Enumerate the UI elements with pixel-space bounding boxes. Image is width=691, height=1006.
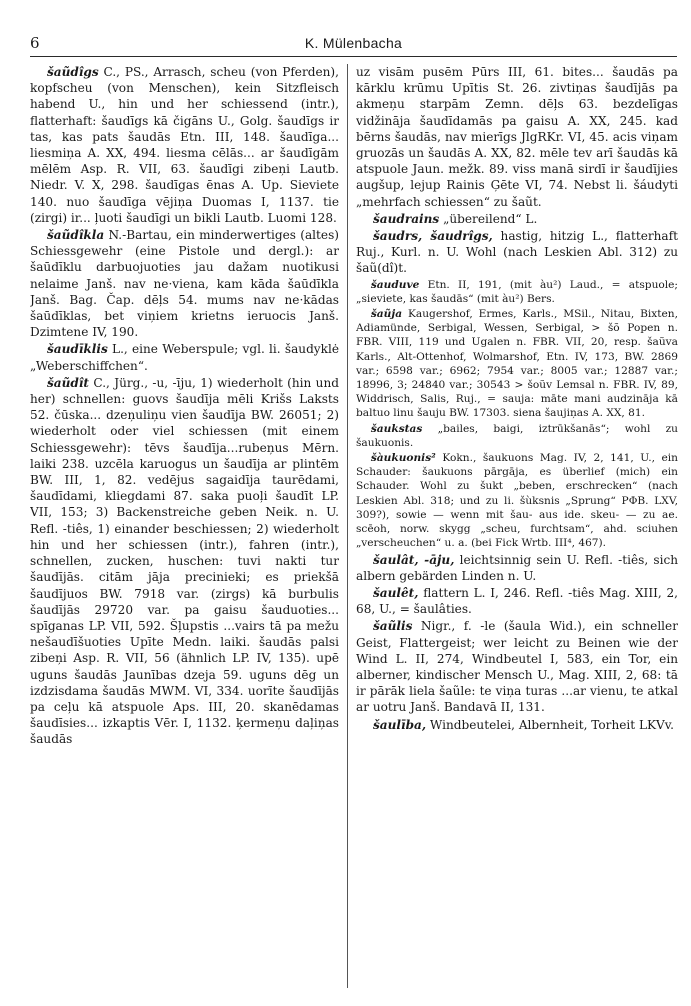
entry-text: L., eine Weberspule; vgl. li. šaudyklė „Weberschiffchen“. xyxy=(30,342,339,373)
entry-text: Kaugershof, Ermes, Karls., MSil., Nitau, Bixten, Adiamünde, Serbigal, Wessen, Serbigal, > šõ Popen n. FBR. VIII, 119 und Ugalen n. FBR. VII, 20, resp. šaũva Karls., Alt-Ottenhof, Wolmarshof, Etn. IV, 173, BW. 2869 var.; 6598 var.; 6962; 7954 var.; 8005 var.; 12887 var.; 18996, 3; 24840 var.; 30543 > šoũv Lemsal n. FBR. IV, 89, Widdrisch, Salis, Ruj., = sauja: māte mani audzināja kā baltuo linu šauju BW. 17303. siena šaujiņas A. XX, 81. xyxy=(356,308,678,420)
entry xyxy=(356,307,678,421)
entry-headword: šàukuonis² xyxy=(370,452,436,465)
entry xyxy=(356,278,678,306)
entry xyxy=(356,552,678,584)
entry-headword: šaulât, -āju, xyxy=(372,552,455,567)
entry-headword: šaũdîgs xyxy=(46,65,99,79)
entry-headword: šaulība, xyxy=(372,717,427,732)
entry-text: flattern L. I, 246. Refl. -tiês Mag. XIII, 2, 68, U., = šaulâties. xyxy=(356,585,678,617)
entry-text: „bailes, baigi, iztrūkšanās“; wohl zu šaukuonis. xyxy=(356,422,678,449)
entry-text: N.-Bartau, ein minderwertiges (altes) Schiessgewehr (eine Pistole und dergl.): ar šaūdīklu darbuojuoties jau dažam nuotikusi nelaime Janš. nav ne·viena, kam kāda šaūdīkla Janš. Bag. Čap. dēļs 54. mums nav ne·kādas šaūdīklas, bet viņiem krietns ieruocis Janš. Dzimtene IV, 190. xyxy=(30,228,339,340)
entry-headword: šaũja xyxy=(370,308,403,321)
entry-headword: šaudīklis xyxy=(46,342,108,357)
entry xyxy=(356,422,678,450)
column-divider xyxy=(347,64,348,988)
entry xyxy=(356,228,678,277)
entry xyxy=(30,64,339,226)
entry xyxy=(356,451,678,550)
entry-headword: šaudrs, šaudrîgs, xyxy=(372,229,493,244)
entry-headword: šaulêt, xyxy=(372,585,419,600)
entry-text: Windbeutelei, Albernheit, Torheit LKVv. xyxy=(426,717,675,732)
entry-headword: šaũdît xyxy=(46,375,90,390)
entry-text: Kokn., šaukuons Mag. IV, 2, 141, U., ein Schauder: šaukuons pārgāja, es überlief (mich) ein Schauder. Wohl zu šukt „beben, erschrecken“ (nach Leskien Abl. 318; und zu li. šùksnis „Sprung“ PΦB. LXV, 309?), sowie — wenn mit šau- aus ide. skeu- — zu ae. scēoh, norw. skygg „scheu, furchtsam“, ahd. sciuhen „verscheuchen“ u. a. (bei Fick Wrtb. III⁴, 467). xyxy=(356,452,678,550)
entry-continuation: uz visām pusēm Pūrs III, 61. bites... šaudās pa kārklu krūmu Upītis St. 26. zivtiņas šaudījās pa akmeņu starpām Zemn. dēļs 63. bezdelīgas vidžināja šaudīdamās pa gaisu A. XX, 245. kad bērns šaudās, nav mierīgs JlgRKr. VI, 45. acis viņam gruozās un šaudās A. XX, 82. mēle tev arī šaudās kā atspuole Jaun. mežk. 89. viss manā sirdī ir šaudījies augšup, lejup Rainis Ģēte VI, 74. Nebst li. šáudyti „mehrfach schiessen“ zu šaũt. xyxy=(356,65,678,209)
page-header xyxy=(30,34,677,57)
entry-headword: šaũlis xyxy=(372,619,413,634)
entry-text: leichtsinnig sein U. Refl. -tiês, sich albern gebärden Linden n. U. xyxy=(356,552,678,583)
entry xyxy=(356,211,678,227)
entry-text: „übereilend“ L. xyxy=(439,211,538,226)
entry xyxy=(30,227,339,340)
running-title: K. Mülenbacha xyxy=(304,35,403,51)
entry-headword: šaukstas xyxy=(370,422,423,435)
entry xyxy=(356,585,678,617)
entry-text: Nigr., f. -le (šaula Wid.), ein schneller Geist, Flattergeist; wer leicht zu Beinen wie der Wind L. II, 274, Windbeutel I, 583, ein Tor, ein alberner, kindischer Mensch U., Mag. XIII, 2, 68: tā ir pārāk liela šaũle: te viņa turas ...ar vienu, te atkal ar uotru Janš. Bandavā II, 131. xyxy=(356,619,678,715)
entry-text: C., Jürg., -u, -īju, 1) wiederholt (hin und her) schnellen: guovs šaudīja mēli Krišs Laksts 52. čūska... dzeņuliņu vien šaudīja BW. 26051; 2) wiederholt oder viel schiessen (mit einem Schiessgewehr): tēvs šaudīja...rubeņus Mērn. laiki 238. uzcēla karuogus un šaudīja ar plintēm BW. III, 1, 82. vedējus sagaidīja taurēdami, šaudīdami, kliegdami 87. saka puoļi šaudīt LP. VII, 153; 3) Backenstreiche geben Neik. n. U. Refl. -tiês, 1) einander beschiessen; 2) wiederholt hin und her schiessen (intr.), fahren (intr.), schnellen, zucken, huschen: tuvi nakti tur šaudījās. citām jāja precinieki; es priekšā šaudījuos BW. 7918 var. (zirgs) kā burbulis šaudījās 29720 var. pa gaisu šauduoties... spīganas LP. VII, 592. Šļupstis ...vairs tā pa mežu nešaudīšuoties Upīte Medn. laiki. šaudās palsi zibeņi Asp. R. VII, 56 (ähnlich LP. IV, 135). upē uguns šaudās Jaunības dzeja 59. uguns dēg un izdzisdama šaudās MWM. VI, 334. uorīte šaudījās pa ceļu kā atspuole Aps. III, 20. skanēdamas šaudīsies... izkaptis Vēr. I, 1132. ķermeņu daļiņas šaudās xyxy=(30,375,339,747)
entry xyxy=(30,341,339,373)
entry-headword: šaudrains xyxy=(372,211,440,226)
entry-headword: šauduve xyxy=(370,278,420,291)
entry-text: Etn. II, 191, (mit àu²) Laud., = atspuole; „sieviete, kas šaudās“ (mit àu²) Bers. xyxy=(356,278,678,305)
entry-text: hastig, hitzig L., flatterhaft Ruj., Kurl. n. U. Wohl (nach Leskien Abl. 312) zu šaũ(dî)t. xyxy=(356,229,678,276)
entry xyxy=(356,618,678,715)
page-number: 6 xyxy=(30,34,40,52)
right-column xyxy=(356,64,678,992)
left-column xyxy=(30,64,339,992)
entry xyxy=(356,717,678,733)
entry-headword: šaũdîkla xyxy=(46,228,105,243)
entry xyxy=(30,375,339,748)
entry-text: C., PS., Arrasch, scheu (von Pferden), kopfscheu (von Menschen), kein Sitzfleisch habend U., hin und her schiessend (intr.), flatterhaft: šaudīgs kā čigāns U., Golg. šaudīgs ir tas, kas pats šaudās Etn. III, 148. šaudīga... liesmiņa A. XX, 494. liesma cēlās... ar šaudīgām mēlēm Asp. R. VII, 63. šaudīgi zibeņi Lautb. Niedr. V. X, 298. šaudīgas ēnas A. Up. Sieviete 140. nuo šaudīga vējiņa Duomas I, 1137. tie (zirgi) ir... ļuoti šaudīgi un bikli Lautb. Luomi 128. xyxy=(30,65,339,225)
